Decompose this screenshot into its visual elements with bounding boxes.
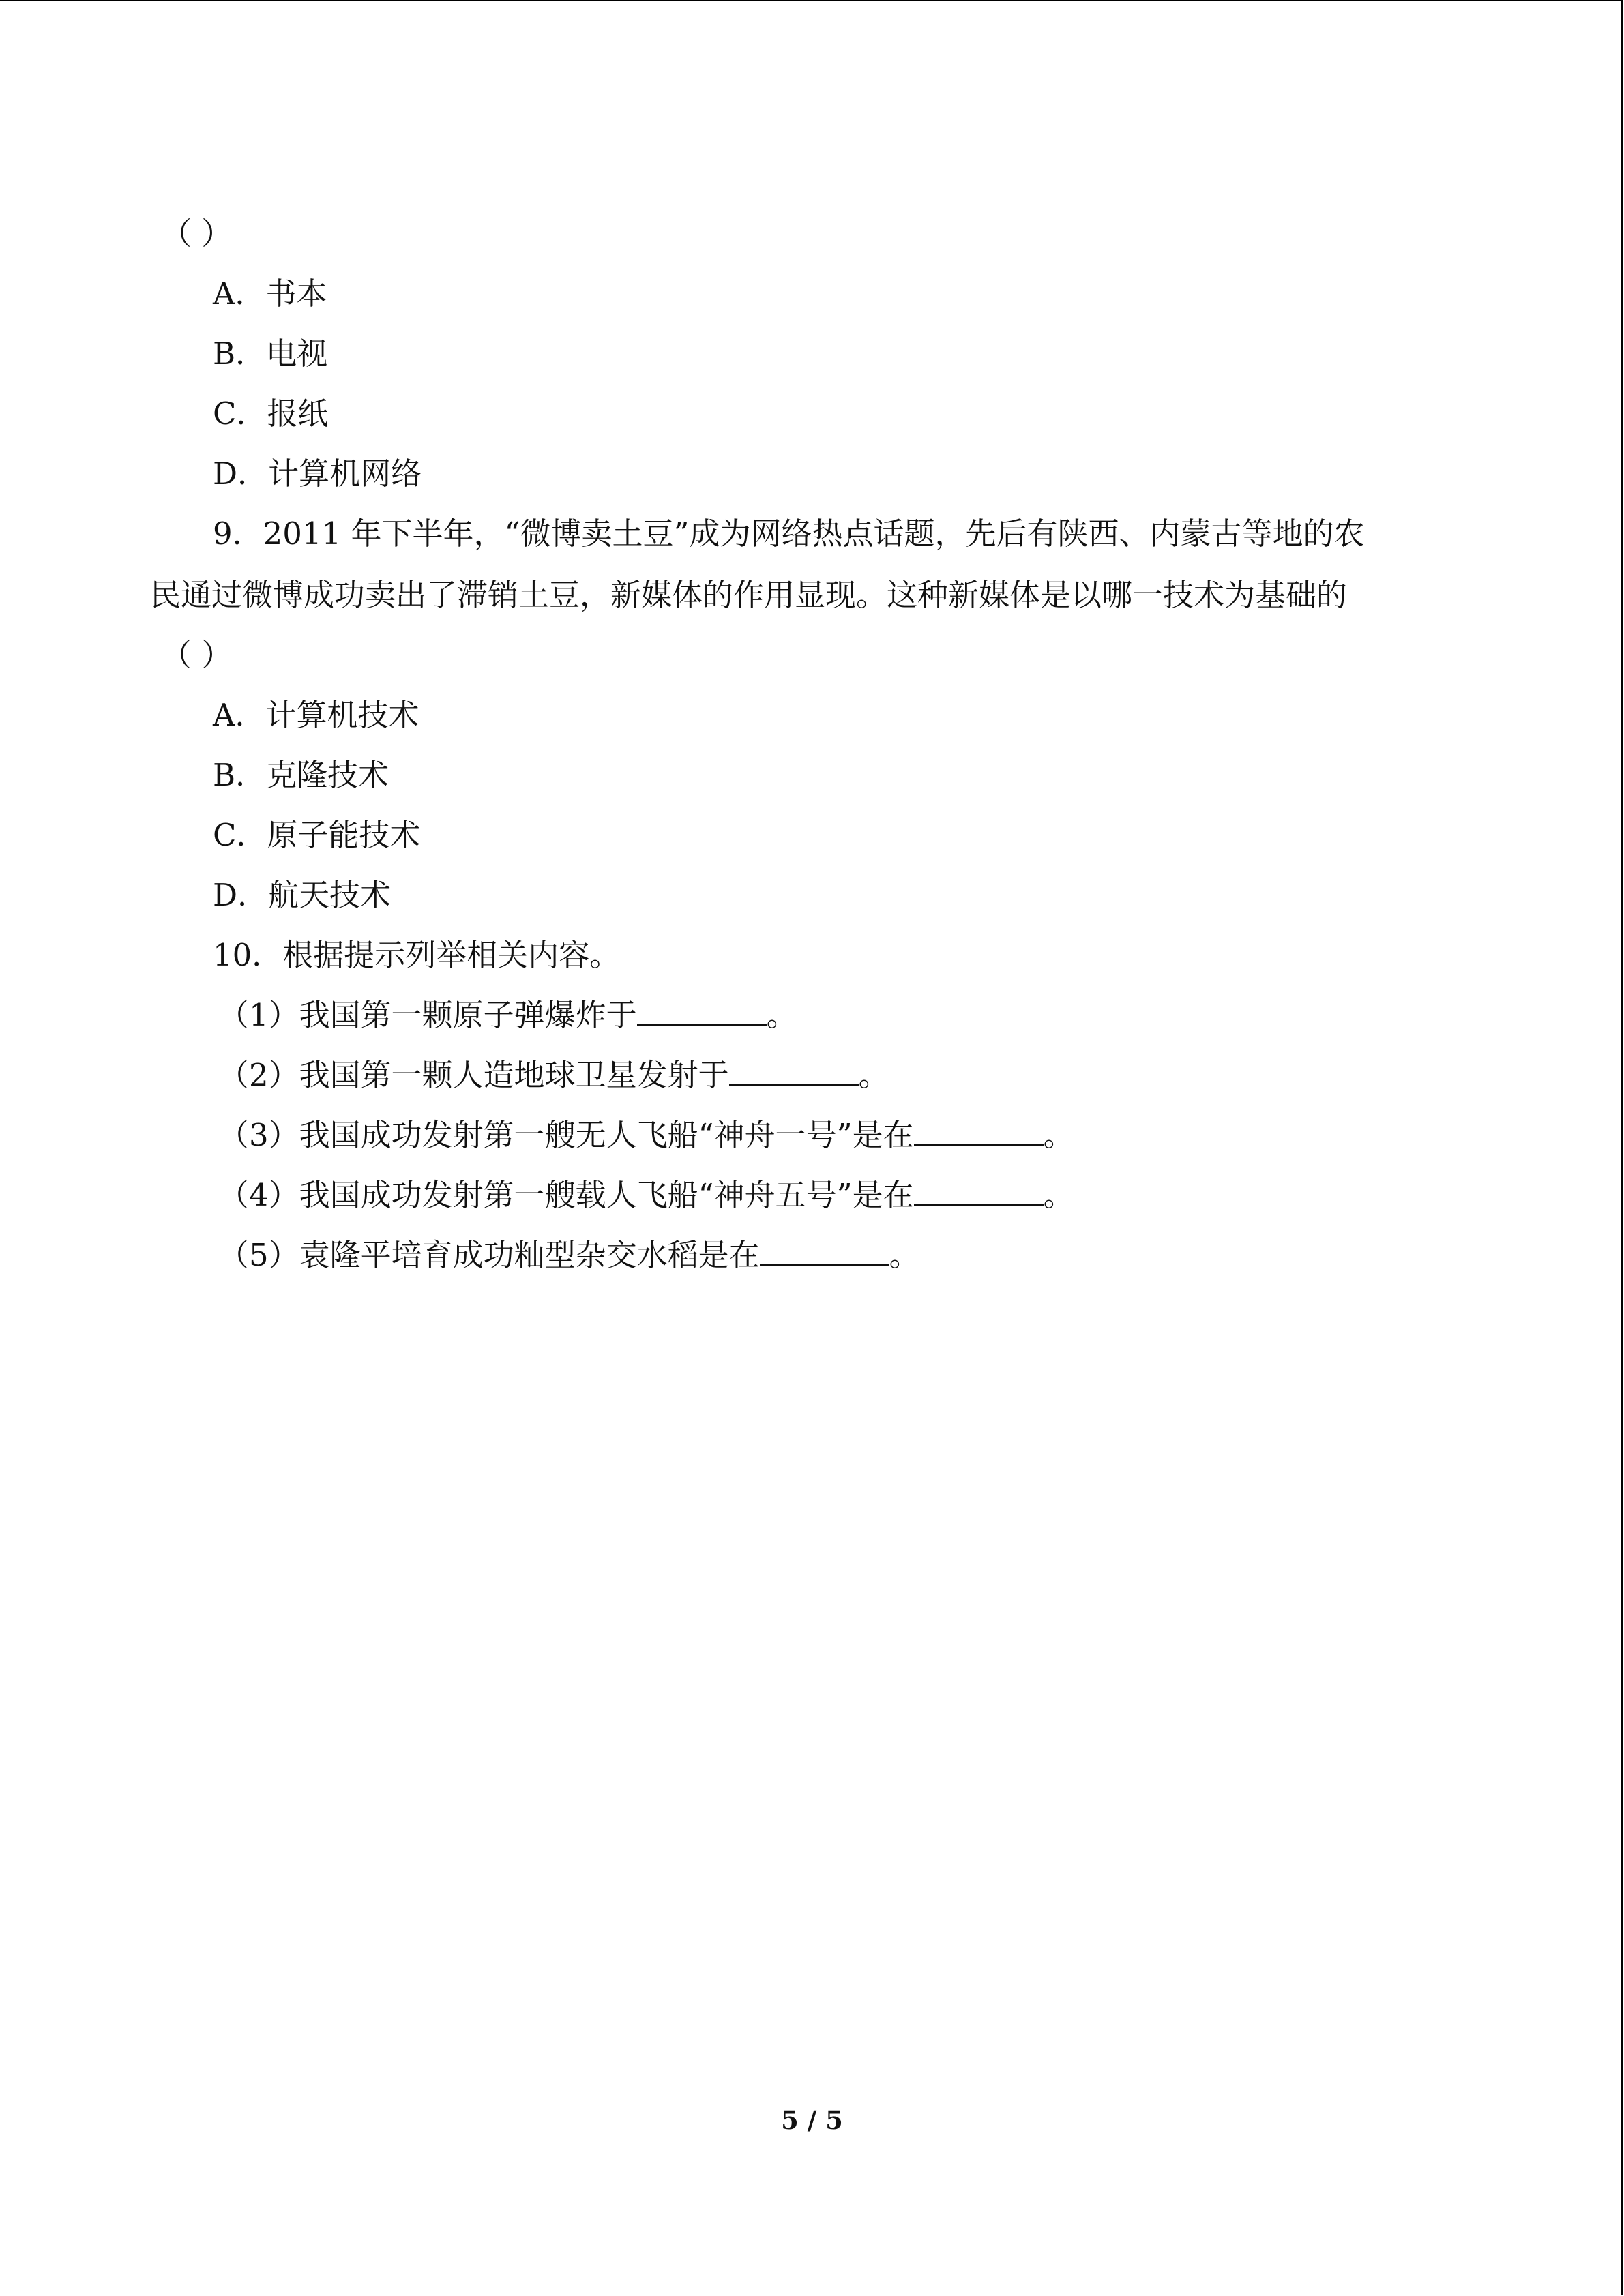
q10-item-1-end: 。 — [766, 997, 797, 1033]
q10-item-5-blank — [760, 1237, 889, 1266]
q10-item-1-text: （1）我国第一颗原子弹爆炸于 — [218, 997, 637, 1033]
q10-item-3-end: 。 — [1043, 1117, 1074, 1153]
page-number: 5 / 5 — [781, 2105, 843, 2135]
q10-item-4-end: 。 — [1043, 1177, 1074, 1213]
q9-option-d: D．航天技术 — [213, 877, 392, 913]
q8-option-a: A．书本 — [213, 275, 327, 312]
q10-item-2-text: （2）我国第一颗人造地球卫星发射于 — [218, 1057, 729, 1093]
q8-option-d: D．计算机网络 — [213, 456, 422, 492]
q8-option-b: B．电视 — [213, 336, 328, 372]
q9-stem-line1: 9．2011 年下半年，“微博卖土豆”成为网络热点话题，先后有陕西、内蒙古等地的农 — [213, 516, 1365, 552]
q10-item-5 — [218, 1236, 920, 1274]
q10-item-2-blank — [729, 1057, 859, 1086]
q8-option-c: C．报纸 — [213, 396, 329, 432]
q9-option-a: A．计算机技术 — [213, 697, 419, 733]
q10-item-5-end: 。 — [889, 1237, 920, 1273]
q9-answer-paren: （ ） — [161, 637, 233, 673]
q10-item-1-blank — [637, 997, 767, 1026]
q10-item-4-text: （4）我国成功发射第一艘载人飞船“神舟五号”是在 — [218, 1177, 914, 1213]
q9-option-c: C．原子能技术 — [213, 817, 421, 853]
q10-item-4 — [218, 1176, 1074, 1214]
q10-item-4-blank — [914, 1177, 1044, 1206]
q9-stem-line2: 民通过微博成功卖出了滞销土豆，新媒体的作用显现。这种新媒体是以哪一技术为基础的 — [150, 577, 1348, 613]
q10-item-2 — [218, 1056, 889, 1094]
q10-item-2-end: 。 — [858, 1057, 889, 1093]
q10-title: 10．根据提示列举相关内容。 — [213, 937, 621, 973]
q9-option-b: B．克隆技术 — [213, 757, 389, 793]
q10-item-3 — [218, 1116, 1074, 1154]
q8-answer-paren: （ ） — [161, 215, 233, 252]
q10-item-5-text: （5）袁隆平培育成功籼型杂交水稻是在 — [218, 1237, 760, 1273]
q10-item-3-text: （3）我国成功发射第一艘无人飞船“神舟一号”是在 — [218, 1117, 914, 1153]
q10-item-3-blank — [914, 1117, 1044, 1146]
q10-item-1 — [218, 996, 797, 1034]
